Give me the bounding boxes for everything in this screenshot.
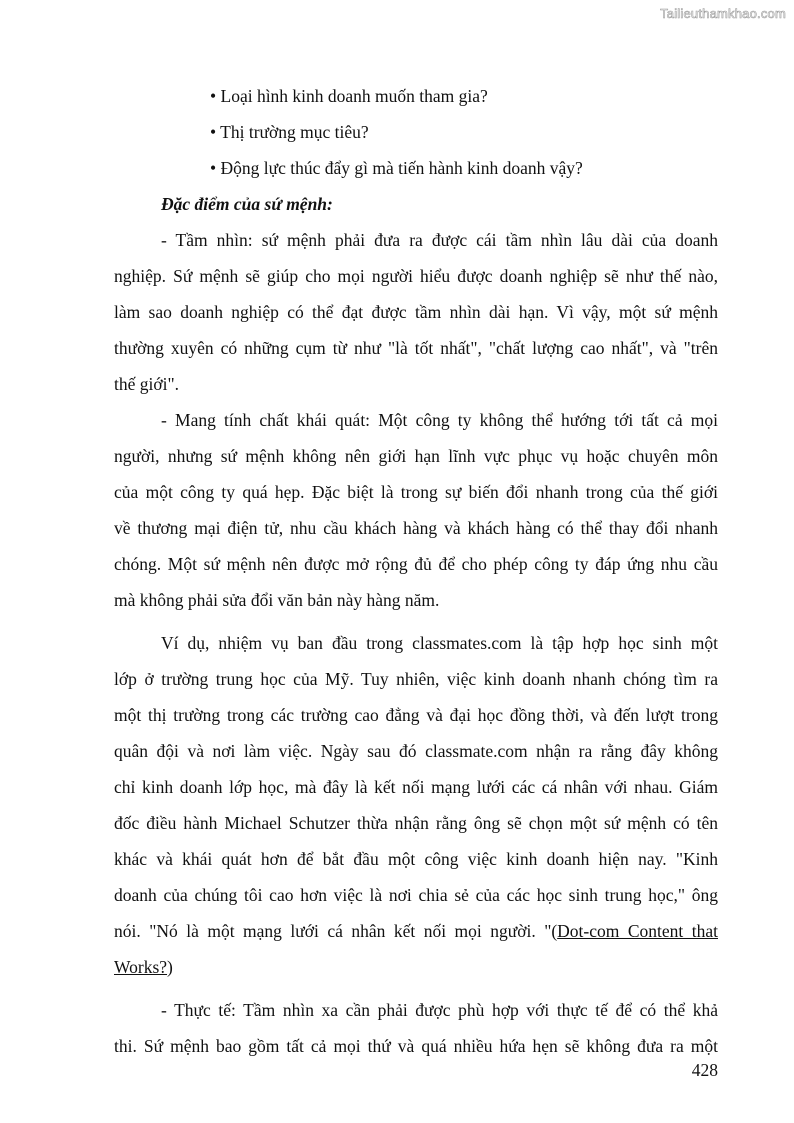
paragraph-line bbox=[114, 953, 718, 989]
paragraph-vision bbox=[114, 226, 718, 406]
watermark: Tailieuthamkhao.com bbox=[660, 6, 786, 21]
paragraph-generality bbox=[114, 406, 718, 622]
paragraph-line bbox=[114, 917, 718, 953]
paragraph-example bbox=[114, 629, 718, 989]
paragraph-line: làm sao doanh nghiệp có thể đạt được tầm nhìn dài hạn. Vì vậy, một sứ mệnh bbox=[114, 302, 718, 322]
paragraph-line: chóng. Một sứ mệnh nên được mở rộng đủ để cho phép công ty đáp ứng nhu cầu bbox=[114, 554, 718, 574]
paragraph-line: - Thực tế: Tầm nhìn xa cần phải được phù hợp với thực tế để có thể khả bbox=[161, 1000, 718, 1020]
paragraph-line: một thị trường trong các trường cao đẳng và đại học đồng thời, và đến lượt trong bbox=[114, 705, 718, 725]
page-number: 428 bbox=[691, 1060, 718, 1080]
bullet-motivation: • Động lực thúc đẩy gì mà tiến hành kinh doanh vậy? bbox=[210, 158, 583, 178]
section-heading: Đặc điểm của sứ mệnh: bbox=[161, 194, 333, 214]
paragraph-line: - Tầm nhìn: sứ mệnh phải đưa ra được cái tầm nhìn lâu dài của doanh bbox=[161, 230, 718, 250]
paragraph-line: thường xuyên có những cụm từ như "là tốt nhất", "chất lượng cao nhất", và "trên bbox=[114, 338, 718, 358]
paragraph-line: lớp ở trường trung học của Mỹ. Tuy nhiên, việc kinh doanh nhanh chóng tìm ra bbox=[114, 669, 718, 689]
citation-link[interactable]: Dot-com Content that bbox=[557, 921, 718, 941]
paragraph-line: thi. Sứ mệnh bao gồm tất cả mọi thứ và quá nhiều hứa hẹn sẽ không đưa ra một bbox=[114, 1036, 718, 1056]
paragraph-line: người, nhưng sứ mệnh không nên giới hạn lĩnh vực phục vụ hoặc chuyên môn bbox=[114, 446, 718, 466]
paragraph-line: doanh của chúng tôi cao hơn việc là nơi chia sẻ của các học sinh trung học," ông bbox=[114, 885, 718, 905]
paragraph-realism bbox=[114, 996, 718, 1068]
citation-link-continued[interactable]: Works? bbox=[114, 957, 168, 977]
paragraph-line: chỉ kinh doanh lớp học, mà đây là kết nối mạng lưới các cá nhân với nhau. Giám bbox=[114, 777, 718, 797]
paragraph-line: của một công ty quá hẹp. Đặc biệt là trong sự biến đổi nhanh trong của thế giới bbox=[114, 482, 718, 502]
paragraph-line: Ví dụ, nhiệm vụ ban đầu trong classmates.com là tập hợp học sinh một bbox=[161, 633, 718, 653]
paragraph-line: - Mang tính chất khái quát: Một công ty không thể hướng tới tất cả mọi bbox=[161, 410, 718, 430]
paragraph-line: khác và khái quát hơn để bắt đầu một công việc kinh doanh hiện nay. "Kinh bbox=[114, 849, 718, 869]
bullet-target-market: • Thị trường mục tiêu? bbox=[210, 122, 369, 142]
paragraph-text: nói. "Nó là một mạng lưới cá nhân kết nối mọi người. "( bbox=[114, 921, 558, 941]
paragraph-line: nghiệp. Sứ mệnh sẽ giúp cho mọi người hiểu được doanh nghiệp sẽ như thế nào, bbox=[114, 266, 718, 286]
paragraph-line: về thương mại điện tử, nhu cầu khách hàng và khách hàng có thể thay đổi nhanh bbox=[114, 518, 718, 538]
bullet-business-type: • Loại hình kinh doanh muốn tham gia? bbox=[210, 86, 488, 106]
paragraph-line: quân đội và nơi làm việc. Ngày sau đó classmate.com nhận ra rằng đây không bbox=[114, 741, 718, 761]
paragraph-line: mà không phải sửa đổi văn bản này hàng năm. bbox=[114, 590, 440, 610]
document-body bbox=[114, 82, 718, 1068]
paragraph-line: thế giới". bbox=[114, 374, 180, 394]
paragraph-text: ) bbox=[167, 957, 173, 977]
paragraph-line: đốc điều hành Michael Schutzer thừa nhận rằng ông sẽ chọn một sứ mệnh có tên bbox=[114, 813, 718, 833]
